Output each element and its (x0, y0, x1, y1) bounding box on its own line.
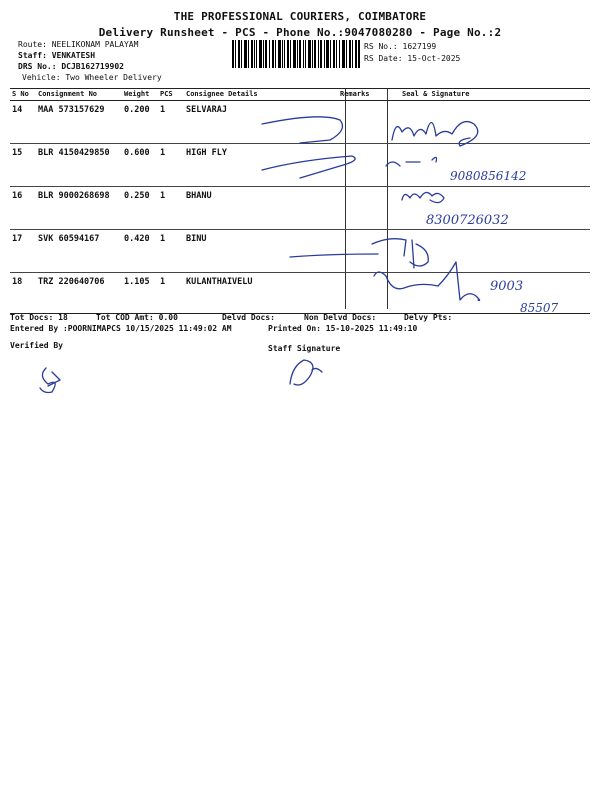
row-pcs: 1 (160, 277, 166, 287)
delivery-table (10, 88, 590, 314)
handwritten-phone-row-16: 8300726032 (426, 213, 509, 228)
row-consignee: BINU (186, 234, 207, 244)
header-sno: S No (12, 90, 29, 98)
row-weight: 0.420 (124, 234, 150, 244)
verified-by-signature (40, 368, 60, 393)
row-weight: 0.200 (124, 105, 150, 115)
table-header (10, 89, 590, 101)
staff-signature-mark (290, 360, 322, 385)
barcode (232, 40, 360, 68)
row-consignment: BLR 4150429850 (38, 148, 110, 158)
header-consignee: Consignee Details (186, 90, 258, 98)
total-cod-amount: Tot COD Amt: 0.00 (96, 313, 178, 322)
header-pcs: PCS (160, 90, 173, 98)
row-consignee: HIGH FLY (186, 148, 227, 158)
handwritten-note-row-18-a: 9003 (490, 279, 524, 294)
company-title: THE PROFESSIONAL COURIERS, COIMBATORE (173, 10, 427, 23)
non-delivered-docs: Non Delvd Docs: (304, 313, 377, 322)
rs-number: RS No.: 1627199 (364, 42, 437, 51)
row-weight: 1.105 (124, 277, 150, 287)
row-weight: 0.250 (124, 191, 150, 201)
header-consignment: Consignment No (38, 90, 98, 98)
route-text: Route: NEELIKONAM PALAYAM (18, 40, 139, 49)
staff-text: Staff: VENKATESH (18, 51, 96, 60)
header-remarks: Remarks (340, 90, 370, 98)
row-consignee: SELVARAJ (186, 105, 227, 115)
row-consignment: BLR 9000268698 (38, 191, 110, 201)
table-row (10, 144, 590, 187)
table-row (10, 187, 590, 230)
runsheet-subtitle: Delivery Runsheet - PCS - Phone No.:9047080280 - Page No.:2 (98, 26, 502, 39)
row-sno: 16 (12, 191, 23, 201)
row-pcs: 1 (160, 105, 166, 115)
row-consignee: KULANTHAIVELU (186, 277, 253, 287)
table-row (10, 230, 590, 273)
row-sno: 17 (12, 234, 23, 244)
verified-by-label: Verified By (10, 341, 63, 350)
drs-number: DRS No.: DCJB162719902 (18, 62, 124, 71)
row-sno: 15 (12, 148, 23, 158)
row-weight: 0.600 (124, 148, 150, 158)
handwritten-phone-row-15: 9080856142 (450, 169, 527, 183)
printed-on: Printed On: 15-10-2025 11:49:10 (268, 324, 418, 333)
delivered-docs: Delvd Docs: (222, 313, 275, 322)
row-consignment: TRZ 220640706 (38, 277, 105, 287)
row-consignee: BHANU (186, 191, 212, 201)
table-row (10, 273, 590, 313)
delivery-points: Delvy Pts: (404, 313, 453, 322)
entered-by: Entered By :POORNIMAPCS 10/15/2025 11:49:02 AM (10, 324, 232, 333)
row-pcs: 1 (160, 191, 166, 201)
table-row (10, 101, 590, 144)
row-pcs: 1 (160, 148, 166, 158)
staff-signature-label: Staff Signature (268, 344, 341, 353)
row-sno: 14 (12, 105, 23, 115)
handwritten-note-row-18-b: 85507 (520, 301, 559, 315)
total-docs: Tot Docs: 18 (10, 313, 68, 322)
row-sno: 18 (12, 277, 23, 287)
rs-date: RS Date: 15-Oct-2025 (364, 54, 461, 63)
header-weight: Weight (124, 90, 150, 98)
header-seal: Seal & Signature (402, 90, 470, 98)
row-consignment: SVK 60594167 (38, 234, 100, 244)
vehicle-text: Vehicle: Two Wheeler Delivery (22, 73, 162, 82)
row-consignment: MAA 573157629 (38, 105, 105, 115)
row-pcs: 1 (160, 234, 166, 244)
